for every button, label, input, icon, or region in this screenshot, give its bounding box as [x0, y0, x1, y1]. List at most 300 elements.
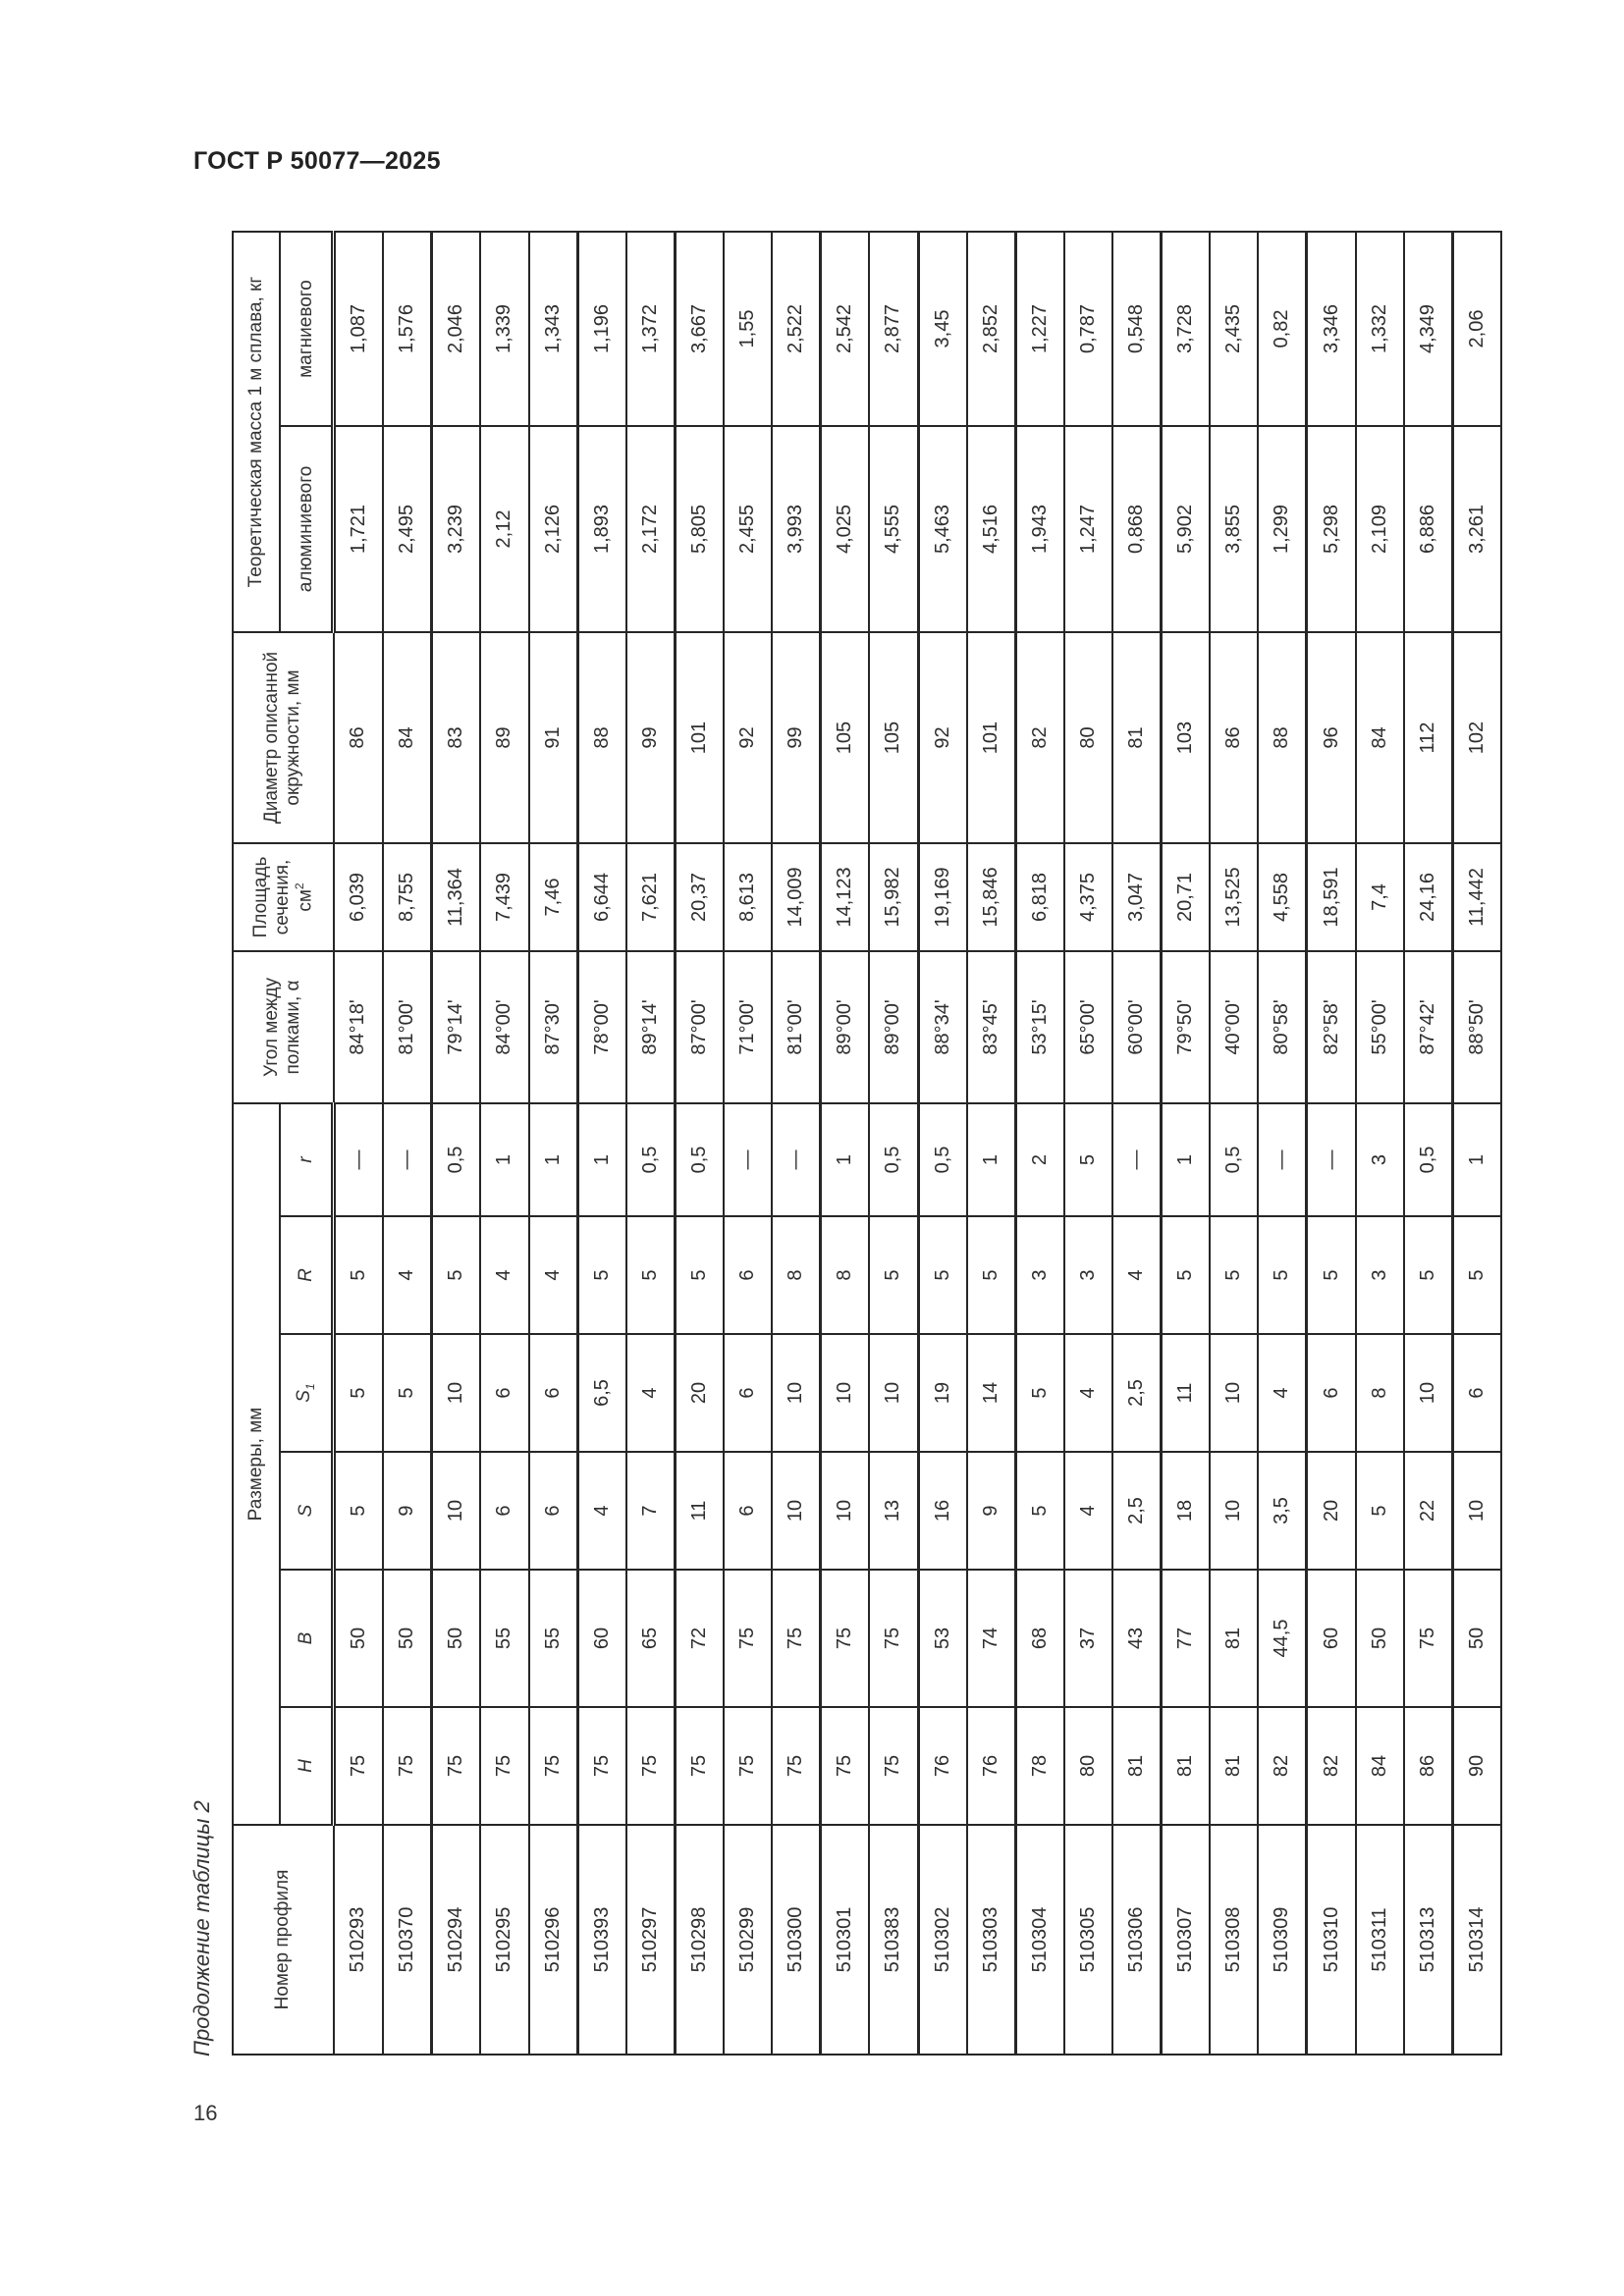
cell-s: 5 — [334, 1452, 384, 1570]
cell-profile: 510311 — [1356, 1825, 1404, 2055]
cell-b: 75 — [1404, 1570, 1453, 1707]
cell-magnesium: 2,877 — [869, 232, 918, 426]
cell-r: 4 — [383, 1216, 432, 1334]
cell-r: 1 — [821, 1103, 870, 1216]
cell-aluminum: 1,721 — [334, 426, 384, 632]
header-magnesium: магниевого — [280, 232, 334, 426]
cell-angle: 81°00' — [772, 951, 821, 1103]
cell-r: 5 — [1210, 1216, 1258, 1334]
table-row — [967, 232, 1016, 2055]
cell-r: 1 — [577, 1103, 626, 1216]
cell-s1: 6,5 — [577, 1334, 626, 1452]
header-H: H — [280, 1707, 334, 1825]
cell-magnesium: 0,548 — [1112, 232, 1162, 426]
cell-s1: 4 — [1258, 1334, 1307, 1452]
cell-diameter: 86 — [334, 632, 384, 843]
cell-h: 90 — [1452, 1707, 1501, 1825]
cell-s: 22 — [1404, 1452, 1453, 1570]
cell-area: 20,71 — [1162, 843, 1211, 951]
cell-angle: 81°00' — [383, 951, 432, 1103]
cell-b: 72 — [675, 1570, 724, 1707]
cell-h: 75 — [675, 1707, 724, 1825]
cell-b: 55 — [480, 1570, 528, 1707]
cell-profile: 510294 — [432, 1825, 481, 2055]
cell-area: 24,16 — [1404, 843, 1453, 951]
cell-r: 1 — [1452, 1103, 1501, 1216]
cell-r: 0,5 — [675, 1103, 724, 1216]
cell-aluminum: 2,126 — [529, 426, 578, 632]
cell-s1: 10 — [869, 1334, 918, 1452]
cell-aluminum: 2,495 — [383, 426, 432, 632]
table-row — [1307, 232, 1356, 2055]
cell-angle: 89°00' — [869, 951, 918, 1103]
cell-r: 8 — [772, 1216, 821, 1334]
cell-h: 82 — [1258, 1707, 1307, 1825]
cell-b: 65 — [626, 1570, 676, 1707]
cell-b: 75 — [821, 1570, 870, 1707]
table-row — [334, 232, 384, 2055]
cell-aluminum: 4,516 — [967, 426, 1016, 632]
cell-angle: 87°30' — [529, 951, 578, 1103]
cell-angle: 84°00' — [480, 951, 528, 1103]
cell-r: — — [724, 1103, 772, 1216]
cell-s: 7 — [626, 1452, 676, 1570]
cell-aluminum: 2,172 — [626, 426, 676, 632]
cell-b: 68 — [1015, 1570, 1064, 1707]
cell-b: 81 — [1210, 1570, 1258, 1707]
cell-profile: 510309 — [1258, 1825, 1307, 2055]
cell-s1: 14 — [967, 1334, 1016, 1452]
cell-r: 3 — [1356, 1103, 1404, 1216]
cell-diameter: 84 — [383, 632, 432, 843]
cell-r: — — [383, 1103, 432, 1216]
cell-angle: 79°50' — [1162, 951, 1211, 1103]
cell-diameter: 105 — [869, 632, 918, 843]
header-angle: Угол между полками, α — [233, 951, 334, 1103]
table-row — [577, 232, 626, 2055]
cell-b: 74 — [967, 1570, 1016, 1707]
header-mass-group: Теоретическая масса 1 м сплава, кг — [233, 232, 280, 632]
table-row — [821, 232, 870, 2055]
cell-area: 7,621 — [626, 843, 676, 951]
table-row — [480, 232, 528, 2055]
cell-aluminum: 5,902 — [1162, 426, 1211, 632]
cell-diameter: 92 — [918, 632, 967, 843]
cell-profile: 510305 — [1064, 1825, 1112, 2055]
cell-angle: 88°34' — [918, 951, 967, 1103]
cell-h: 84 — [1356, 1707, 1404, 1825]
cell-r: 0,5 — [626, 1103, 676, 1216]
cell-diameter: 99 — [772, 632, 821, 843]
cell-h: 75 — [432, 1707, 481, 1825]
cell-s: 10 — [772, 1452, 821, 1570]
cell-r: 5 — [1064, 1103, 1112, 1216]
cell-aluminum: 3,261 — [1452, 426, 1501, 632]
cell-diameter: 92 — [724, 632, 772, 843]
cell-angle: 53°15' — [1015, 951, 1064, 1103]
cell-area: 15,982 — [869, 843, 918, 951]
cell-r: 5 — [918, 1216, 967, 1334]
cell-s1: 6 — [480, 1334, 528, 1452]
header-area — [233, 843, 334, 951]
cell-area: 4,558 — [1258, 843, 1307, 951]
cell-profile: 510306 — [1112, 1825, 1162, 2055]
cell-magnesium: 1,372 — [626, 232, 676, 426]
cell-profile: 510301 — [821, 1825, 870, 2055]
cell-s: 16 — [918, 1452, 967, 1570]
cell-s1: 19 — [918, 1334, 967, 1452]
cell-s: 10 — [432, 1452, 481, 1570]
table-row — [1162, 232, 1211, 2055]
cell-b: 44,5 — [1258, 1570, 1307, 1707]
cell-h: 81 — [1112, 1707, 1162, 1825]
cell-area: 6,818 — [1015, 843, 1064, 951]
rotated-table-container — [232, 233, 1502, 2056]
cell-diameter: 103 — [1162, 632, 1211, 843]
cell-r: 5 — [577, 1216, 626, 1334]
cell-profile: 510314 — [1452, 1825, 1501, 2055]
cell-aluminum: 2,455 — [724, 426, 772, 632]
cell-magnesium: 3,728 — [1162, 232, 1211, 426]
cell-s1: 5 — [1015, 1334, 1064, 1452]
cell-angle: 40°00' — [1210, 951, 1258, 1103]
cell-angle: 87°42' — [1404, 951, 1453, 1103]
header-S1-label: S — [294, 1390, 315, 1403]
cell-angle: 84°18' — [334, 951, 384, 1103]
cell-profile: 510293 — [334, 1825, 384, 2055]
table-row — [869, 232, 918, 2055]
cell-magnesium: 2,542 — [821, 232, 870, 426]
cell-r: 5 — [1452, 1216, 1501, 1334]
cell-aluminum: 5,463 — [918, 426, 967, 632]
cell-diameter: 80 — [1064, 632, 1112, 843]
cell-aluminum: 1,943 — [1015, 426, 1064, 632]
cell-diameter: 105 — [821, 632, 870, 843]
cell-s1: 5 — [383, 1334, 432, 1452]
cell-s1: 10 — [432, 1334, 481, 1452]
cell-aluminum: 1,893 — [577, 426, 626, 632]
cell-s: 3,5 — [1258, 1452, 1307, 1570]
table-row — [1064, 232, 1112, 2055]
cell-area: 11,442 — [1452, 843, 1501, 951]
cell-angle: 89°00' — [821, 951, 870, 1103]
cell-s: 9 — [383, 1452, 432, 1570]
profiles-table — [232, 231, 1502, 2056]
cell-area: 20,37 — [675, 843, 724, 951]
cell-area: 3,047 — [1112, 843, 1162, 951]
table-row — [1015, 232, 1064, 2055]
table-row — [1258, 232, 1307, 2055]
cell-h: 75 — [480, 1707, 528, 1825]
cell-s1: 6 — [529, 1334, 578, 1452]
cell-s: 4 — [577, 1452, 626, 1570]
table-row — [383, 232, 432, 2055]
cell-area: 13,525 — [1210, 843, 1258, 951]
cell-b: 50 — [383, 1570, 432, 1707]
cell-magnesium: 0,787 — [1064, 232, 1112, 426]
cell-h: 75 — [529, 1707, 578, 1825]
cell-b: 60 — [577, 1570, 626, 1707]
cell-profile: 510295 — [480, 1825, 528, 2055]
cell-aluminum: 0,868 — [1112, 426, 1162, 632]
cell-diameter: 89 — [480, 632, 528, 843]
document-header: ГОСТ Р 50077—2025 — [193, 147, 441, 175]
cell-s: 6 — [480, 1452, 528, 1570]
cell-r: 5 — [675, 1216, 724, 1334]
cell-magnesium: 2,435 — [1210, 232, 1258, 426]
cell-r: 3 — [1064, 1216, 1112, 1334]
cell-h: 75 — [626, 1707, 676, 1825]
cell-aluminum: 6,886 — [1404, 426, 1453, 632]
cell-s: 11 — [675, 1452, 724, 1570]
cell-angle: 78°00' — [577, 951, 626, 1103]
cell-aluminum: 2,12 — [480, 426, 528, 632]
cell-diameter: 91 — [529, 632, 578, 843]
table-body — [334, 232, 1502, 2055]
cell-s: 5 — [1015, 1452, 1064, 1570]
cell-r: 5 — [334, 1216, 384, 1334]
cell-angle: 80°58' — [1258, 951, 1307, 1103]
cell-area: 7,4 — [1356, 843, 1404, 951]
cell-b: 50 — [432, 1570, 481, 1707]
cell-area: 8,613 — [724, 843, 772, 951]
table-row — [1112, 232, 1162, 2055]
cell-profile: 510298 — [675, 1825, 724, 2055]
table-row — [432, 232, 481, 2055]
cell-area: 14,123 — [821, 843, 870, 951]
table-row — [1452, 232, 1501, 2055]
table-row — [675, 232, 724, 2055]
cell-magnesium: 1,339 — [480, 232, 528, 426]
cell-area: 6,644 — [577, 843, 626, 951]
header-S1 — [280, 1334, 334, 1452]
cell-s1: 10 — [1404, 1334, 1453, 1452]
cell-magnesium: 3,667 — [675, 232, 724, 426]
header-B: B — [280, 1570, 334, 1707]
cell-h: 75 — [334, 1707, 384, 1825]
cell-aluminum: 5,298 — [1307, 426, 1356, 632]
cell-angle: 60°00' — [1112, 951, 1162, 1103]
cell-magnesium: 2,046 — [432, 232, 481, 426]
cell-diameter: 99 — [626, 632, 676, 843]
cell-aluminum: 2,109 — [1356, 426, 1404, 632]
cell-b: 43 — [1112, 1570, 1162, 1707]
header-area-label: Площадь сечения, см — [249, 856, 315, 938]
cell-r: 4 — [529, 1216, 578, 1334]
cell-s1: 5 — [334, 1334, 384, 1452]
cell-area: 4,375 — [1064, 843, 1112, 951]
cell-area: 18,591 — [1307, 843, 1356, 951]
cell-profile: 510299 — [724, 1825, 772, 2055]
cell-diameter: 84 — [1356, 632, 1404, 843]
cell-s: 13 — [869, 1452, 918, 1570]
cell-magnesium: 1,576 — [383, 232, 432, 426]
cell-h: 76 — [967, 1707, 1016, 1825]
cell-diameter: 86 — [1210, 632, 1258, 843]
header-diameter: Диаметр описанной окружности, мм — [233, 632, 334, 843]
header-S1-sub: 1 — [303, 1383, 317, 1390]
cell-magnesium: 0,82 — [1258, 232, 1307, 426]
cell-diameter: 83 — [432, 632, 481, 843]
cell-aluminum: 5,805 — [675, 426, 724, 632]
cell-s1: 6 — [1452, 1334, 1501, 1452]
cell-b: 50 — [334, 1570, 384, 1707]
cell-magnesium: 2,852 — [967, 232, 1016, 426]
cell-b: 55 — [529, 1570, 578, 1707]
cell-diameter: 102 — [1452, 632, 1501, 843]
cell-h: 75 — [577, 1707, 626, 1825]
cell-b: 75 — [869, 1570, 918, 1707]
cell-magnesium: 1,087 — [334, 232, 384, 426]
cell-r: 5 — [432, 1216, 481, 1334]
cell-h: 78 — [1015, 1707, 1064, 1825]
cell-angle: 83°45' — [967, 951, 1016, 1103]
cell-s1: 6 — [724, 1334, 772, 1452]
cell-s: 10 — [1452, 1452, 1501, 1570]
cell-b: 50 — [1452, 1570, 1501, 1707]
cell-angle: 88°50' — [1452, 951, 1501, 1103]
cell-b: 37 — [1064, 1570, 1112, 1707]
cell-r: 0,5 — [869, 1103, 918, 1216]
cell-h: 75 — [772, 1707, 821, 1825]
cell-profile: 510393 — [577, 1825, 626, 2055]
cell-angle: 87°00' — [675, 951, 724, 1103]
cell-angle: 82°58' — [1307, 951, 1356, 1103]
cell-s1: 11 — [1162, 1334, 1211, 1452]
cell-h: 86 — [1404, 1707, 1453, 1825]
cell-profile: 510296 — [529, 1825, 578, 2055]
cell-r: 2 — [1015, 1103, 1064, 1216]
cell-diameter: 101 — [675, 632, 724, 843]
cell-area: 15,846 — [967, 843, 1016, 951]
cell-b: 53 — [918, 1570, 967, 1707]
header-profile-no: Номер профиля — [233, 1825, 334, 2055]
cell-aluminum: 3,993 — [772, 426, 821, 632]
cell-profile: 510297 — [626, 1825, 676, 2055]
cell-angle: 89°14' — [626, 951, 676, 1103]
cell-s: 10 — [821, 1452, 870, 1570]
cell-profile: 510310 — [1307, 1825, 1356, 2055]
cell-r: — — [334, 1103, 384, 1216]
cell-s: 18 — [1162, 1452, 1211, 1570]
cell-s: 4 — [1064, 1452, 1112, 1570]
cell-r: 5 — [1162, 1216, 1211, 1334]
table-row — [1404, 232, 1453, 2055]
cell-magnesium: 1,55 — [724, 232, 772, 426]
cell-area: 11,364 — [432, 843, 481, 951]
cell-r: 1 — [529, 1103, 578, 1216]
cell-s1: 10 — [1210, 1334, 1258, 1452]
table-row — [529, 232, 578, 2055]
cell-area: 8,755 — [383, 843, 432, 951]
cell-r: 4 — [480, 1216, 528, 1334]
header-S: S — [280, 1452, 334, 1570]
table-row — [1210, 232, 1258, 2055]
cell-angle: 55°00' — [1356, 951, 1404, 1103]
cell-s1: 10 — [821, 1334, 870, 1452]
cell-r: 1 — [967, 1103, 1016, 1216]
cell-diameter: 81 — [1112, 632, 1162, 843]
cell-diameter: 96 — [1307, 632, 1356, 843]
cell-aluminum: 3,239 — [432, 426, 481, 632]
cell-r: 3 — [1015, 1216, 1064, 1334]
cell-s: 6 — [529, 1452, 578, 1570]
cell-area: 6,039 — [334, 843, 384, 951]
cell-s1: 20 — [675, 1334, 724, 1452]
cell-diameter: 101 — [967, 632, 1016, 843]
cell-r: — — [1258, 1103, 1307, 1216]
cell-s1: 6 — [1307, 1334, 1356, 1452]
table-row — [918, 232, 967, 2055]
cell-s1: 10 — [772, 1334, 821, 1452]
cell-s: 10 — [1210, 1452, 1258, 1570]
header-R: R — [280, 1216, 334, 1334]
cell-magnesium: 1,227 — [1015, 232, 1064, 426]
cell-magnesium: 4,349 — [1404, 232, 1453, 426]
cell-aluminum: 3,855 — [1210, 426, 1258, 632]
header-r: r — [280, 1103, 334, 1216]
cell-r: 3 — [1356, 1216, 1404, 1334]
cell-profile: 510370 — [383, 1825, 432, 2055]
cell-angle: 79°14' — [432, 951, 481, 1103]
page-number: 16 — [193, 2101, 218, 2125]
cell-h: 76 — [918, 1707, 967, 1825]
cell-diameter: 82 — [1015, 632, 1064, 843]
cell-r: 0,5 — [1210, 1103, 1258, 1216]
cell-b: 60 — [1307, 1570, 1356, 1707]
cell-profile: 510303 — [967, 1825, 1016, 2055]
cell-r: 8 — [821, 1216, 870, 1334]
cell-profile: 510304 — [1015, 1825, 1064, 2055]
cell-h: 81 — [1210, 1707, 1258, 1825]
cell-s: 20 — [1307, 1452, 1356, 1570]
cell-r: — — [1112, 1103, 1162, 1216]
cell-b: 75 — [772, 1570, 821, 1707]
cell-r: — — [1307, 1103, 1356, 1216]
cell-s1: 8 — [1356, 1334, 1404, 1452]
cell-r: 6 — [724, 1216, 772, 1334]
cell-diameter: 88 — [577, 632, 626, 843]
cell-profile: 510302 — [918, 1825, 967, 2055]
cell-r: 5 — [869, 1216, 918, 1334]
cell-r: 4 — [1112, 1216, 1162, 1334]
cell-r: 0,5 — [432, 1103, 481, 1216]
header-sizes-group: Размеры, мм — [233, 1103, 280, 1825]
cell-r: 5 — [1404, 1216, 1453, 1334]
cell-area: 14,009 — [772, 843, 821, 951]
cell-b: 77 — [1162, 1570, 1211, 1707]
cell-magnesium: 1,196 — [577, 232, 626, 426]
cell-h: 75 — [869, 1707, 918, 1825]
header-aluminum: алюминиевого — [280, 426, 334, 632]
cell-h: 75 — [821, 1707, 870, 1825]
cell-diameter: 88 — [1258, 632, 1307, 843]
cell-aluminum: 4,025 — [821, 426, 870, 632]
cell-s1: 4 — [626, 1334, 676, 1452]
cell-s: 5 — [1356, 1452, 1404, 1570]
cell-angle: 65°00' — [1064, 951, 1112, 1103]
cell-aluminum: 1,247 — [1064, 426, 1112, 632]
cell-s: 6 — [724, 1452, 772, 1570]
table-row — [1356, 232, 1404, 2055]
cell-profile: 510308 — [1210, 1825, 1258, 2055]
cell-profile: 510307 — [1162, 1825, 1211, 2055]
table-row — [724, 232, 772, 2055]
cell-profile: 510383 — [869, 1825, 918, 2055]
cell-r: 5 — [1258, 1216, 1307, 1334]
cell-s1: 4 — [1064, 1334, 1112, 1452]
cell-r: — — [772, 1103, 821, 1216]
